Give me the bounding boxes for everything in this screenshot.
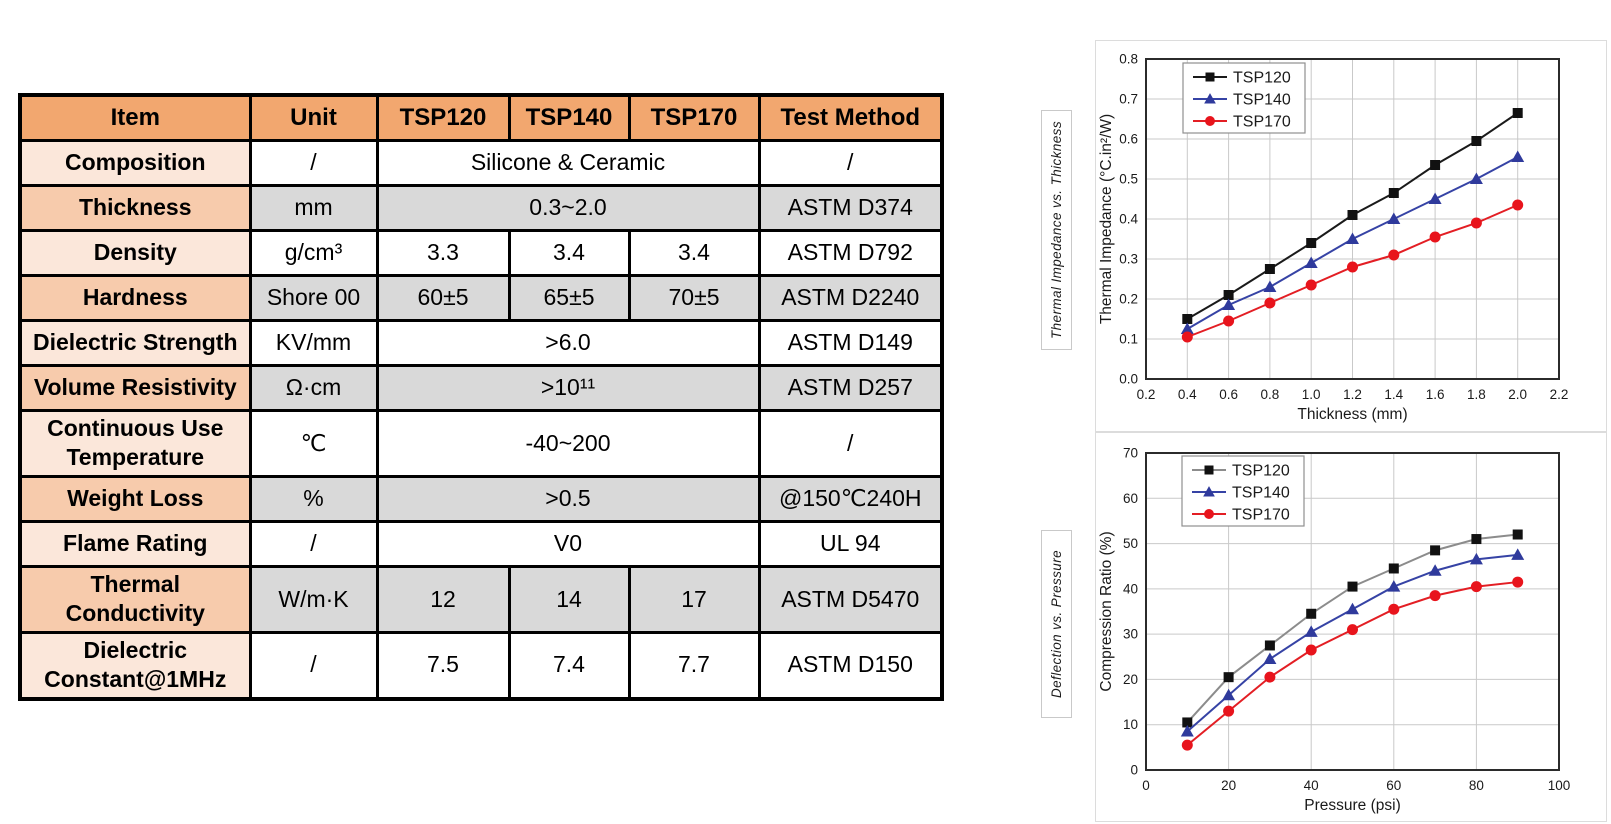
table-row [20,141,942,186]
value-cell: 3.4 [509,231,629,276]
unit-cell: / [250,521,377,566]
svg-text:40: 40 [1303,778,1319,793]
unit-cell: g/cm³ [250,231,377,276]
table-row [20,476,942,521]
y-axis-label: Compression Ratio (%) [1098,531,1115,692]
svg-text:80: 80 [1468,778,1484,793]
svg-text:1.4: 1.4 [1384,387,1404,402]
svg-text:0.8: 0.8 [1119,51,1138,67]
legend [1182,456,1304,526]
header-cell: TSP170 [629,95,759,141]
header-cell: Item [20,95,250,141]
value-cell: 7.4 [509,632,629,698]
item-cell: Density [20,231,250,276]
svg-text:1.2: 1.2 [1343,387,1362,402]
method-cell: ASTM D2240 [759,276,942,321]
value-cell: 17 [629,566,759,632]
svg-text:TSP170: TSP170 [1233,113,1291,131]
svg-text:10: 10 [1122,717,1138,733]
value-cell: 0.3~2.0 [377,186,759,231]
svg-text:70: 70 [1122,445,1138,461]
y-axis-label: Thermal Impedance (°C.in²/W) [1098,113,1115,325]
svg-text:2.0: 2.0 [1508,387,1528,402]
legend [1183,63,1305,133]
value-cell: 3.4 [629,231,759,276]
value-cell: 14 [509,566,629,632]
unit-cell: Ω·cm [250,366,377,411]
table-row [20,321,942,366]
method-cell: ASTM D792 [759,231,942,276]
value-cell: >0.5 [377,476,759,521]
svg-text:20: 20 [1221,778,1237,793]
header-cell: TSP120 [377,95,509,141]
svg-text:TSP120: TSP120 [1232,462,1290,480]
svg-text:0.6: 0.6 [1119,131,1138,147]
value-cell: 60±5 [377,276,509,321]
svg-text:0.4: 0.4 [1119,211,1138,227]
item-cell: Weight Loss [20,476,250,521]
item-cell: Dielectric Constant@1MHz [20,632,250,698]
method-cell: ASTM D5470 [759,566,942,632]
method-cell: ASTM D150 [759,632,942,698]
value-cell: >6.0 [377,321,759,366]
value-cell: 70±5 [629,276,759,321]
method-cell: UL 94 [759,521,942,566]
unit-cell: / [250,141,377,186]
unit-cell: Shore 00 [250,276,377,321]
table-row [20,231,942,276]
header-cell: Test Method [759,95,942,141]
svg-text:0.6: 0.6 [1219,387,1238,402]
x-axis-label: Thickness (mm) [1297,406,1408,423]
table-row [20,366,942,411]
svg-text:0: 0 [1142,778,1150,793]
unit-cell: ℃ [250,411,377,477]
value-cell: 7.5 [377,632,509,698]
chart-caption-deflection: Deflection vs. Pressure [1041,530,1072,718]
svg-text:2.2: 2.2 [1549,387,1569,402]
svg-text:50: 50 [1122,536,1138,552]
svg-text:20: 20 [1122,671,1138,687]
method-cell: ASTM D257 [759,366,942,411]
item-cell: Hardness [20,276,250,321]
table-row [20,411,942,477]
svg-text:0.5: 0.5 [1119,171,1138,187]
svg-text:0: 0 [1130,762,1138,778]
table-row [20,632,942,698]
item-cell: Thickness [20,186,250,231]
method-cell: / [759,141,942,186]
item-cell: Continuous Use Temperature [20,411,250,477]
unit-cell: W/m·K [250,566,377,632]
unit-cell: / [250,632,377,698]
unit-cell: KV/mm [250,321,377,366]
svg-text:1.0: 1.0 [1301,387,1321,402]
svg-text:0.2: 0.2 [1136,387,1156,402]
unit-cell: % [250,476,377,521]
item-cell: Volume Resistivity [20,366,250,411]
value-cell: >10¹¹ [377,366,759,411]
thermal-impedance-chart-panel [1095,40,1607,432]
item-cell: Thermal Conductivity [20,566,250,632]
svg-text:0.3: 0.3 [1119,251,1138,267]
value-cell: 3.3 [377,231,509,276]
method-cell: ASTM D149 [759,321,942,366]
header-cell: TSP140 [509,95,629,141]
value-cell: Silicone & Ceramic [377,141,759,186]
svg-text:40: 40 [1122,581,1138,597]
spec-table [18,93,944,701]
svg-text:TSP120: TSP120 [1233,69,1291,87]
table-row [20,566,942,632]
svg-text:0.2: 0.2 [1119,291,1138,307]
method-cell: ASTM D374 [759,186,942,231]
svg-text:TSP140: TSP140 [1233,91,1291,109]
svg-text:60: 60 [1122,490,1138,506]
unit-cell: mm [250,186,377,231]
svg-text:0.8: 0.8 [1260,387,1280,402]
svg-text:1.8: 1.8 [1467,387,1486,402]
method-cell: / [759,411,942,477]
table-row [20,186,942,231]
value-cell: 65±5 [509,276,629,321]
header-cell: Unit [250,95,377,141]
deflection-chart-panel [1095,432,1607,822]
spec-table-body [20,141,942,699]
svg-text:TSP170: TSP170 [1232,506,1290,524]
value-cell: 12 [377,566,509,632]
chart-svg [1096,433,1606,821]
svg-text:TSP140: TSP140 [1232,484,1290,502]
value-cell: V0 [377,521,759,566]
header-row [20,95,942,141]
table-row [20,276,942,321]
method-cell: @150℃240H [759,476,942,521]
value-cell: 7.7 [629,632,759,698]
svg-text:60: 60 [1386,778,1402,793]
chart-caption-thermal-impedance: Thermal Impedance vs. Thickness [1041,110,1072,350]
svg-text:100: 100 [1547,778,1571,793]
chart-svg [1096,41,1606,431]
item-cell: Composition [20,141,250,186]
svg-text:0.7: 0.7 [1119,91,1138,107]
item-cell: Flame Rating [20,521,250,566]
svg-text:30: 30 [1122,626,1138,642]
svg-text:0.1: 0.1 [1119,331,1138,347]
item-cell: Dielectric Strength [20,321,250,366]
table-row [20,521,942,566]
value-cell: -40~200 [377,411,759,477]
svg-text:0.4: 0.4 [1177,387,1197,402]
svg-text:1.6: 1.6 [1425,387,1445,402]
svg-text:0.0: 0.0 [1119,371,1138,387]
x-axis-label: Pressure (psi) [1304,797,1401,814]
